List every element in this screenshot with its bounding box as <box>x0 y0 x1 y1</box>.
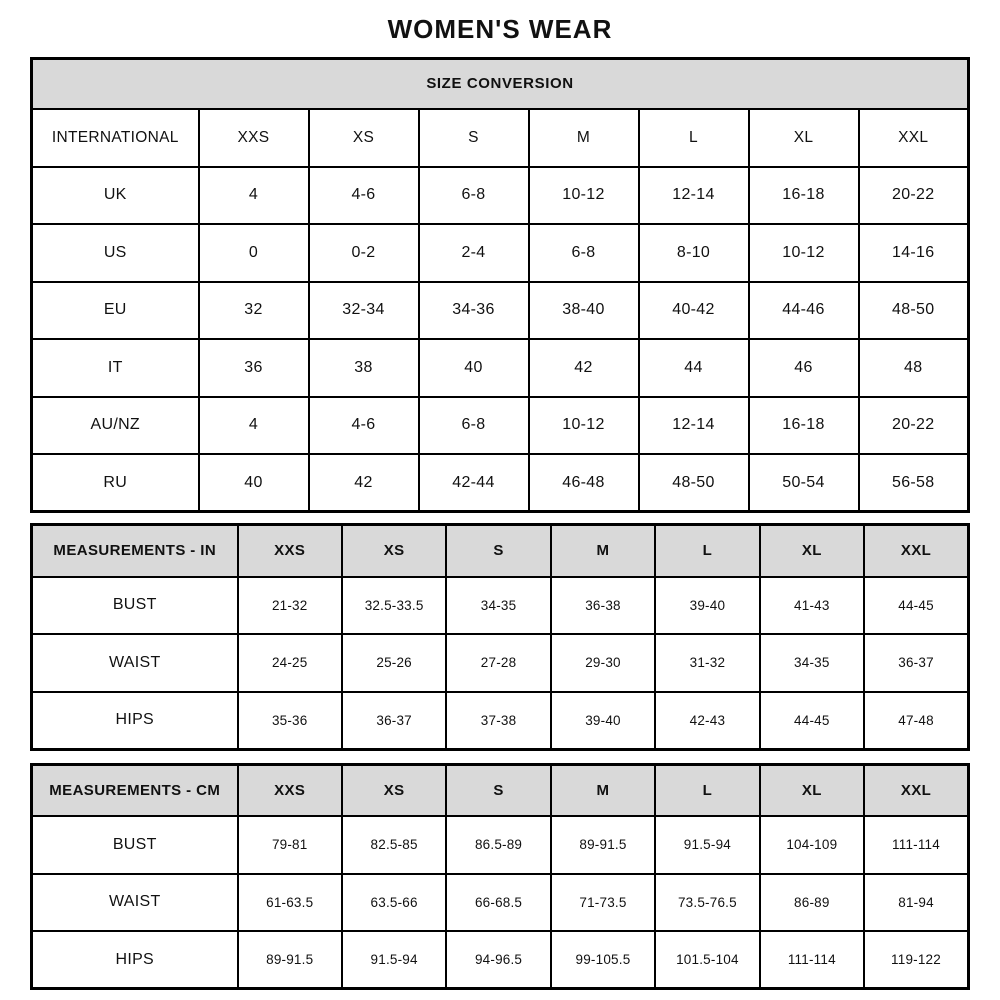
row-label: EU <box>32 282 199 340</box>
table-cell: 32 <box>199 282 309 340</box>
table-row <box>32 764 969 816</box>
column-header-l: L <box>639 109 749 167</box>
table-cell: 44-45 <box>864 577 968 635</box>
table-cell: 36-37 <box>342 692 446 750</box>
measurements-in-table <box>30 523 970 751</box>
table-cell: 6-8 <box>419 167 529 225</box>
column-header-xs: XS <box>342 764 446 816</box>
table-cell: 39-40 <box>655 577 759 635</box>
row-label: WAIST <box>32 634 238 692</box>
table-cell: 89-91.5 <box>551 816 655 874</box>
table-cell: 119-122 <box>864 931 968 989</box>
table-row-eu <box>32 282 969 340</box>
table-cell: 2-4 <box>419 224 529 282</box>
table-cell: 36 <box>199 339 309 397</box>
header-measurements-in: MEASUREMENTS - IN <box>32 525 238 577</box>
table-row-hips-in <box>32 692 969 750</box>
table-row <box>32 525 969 577</box>
table-cell: 40-42 <box>639 282 749 340</box>
row-label: BUST <box>32 816 238 874</box>
table-cell: 35-36 <box>238 692 342 750</box>
header-measurements-cm: MEASUREMENTS - CM <box>32 764 238 816</box>
table-cell: 66-68.5 <box>446 874 550 932</box>
table-row-waist-cm <box>32 874 969 932</box>
column-header-m: M <box>529 109 639 167</box>
table-cell: 31-32 <box>655 634 759 692</box>
table-cell: 10-12 <box>529 167 639 225</box>
row-label: HIPS <box>32 931 238 989</box>
column-header-xl: XL <box>760 764 864 816</box>
table-cell: 12-14 <box>639 167 749 225</box>
table-row-it <box>32 339 969 397</box>
table-cell: 38 <box>309 339 419 397</box>
table-cell: 0 <box>199 224 309 282</box>
table-row <box>32 109 969 167</box>
table-cell: 47-48 <box>864 692 968 750</box>
table-row-bust-cm <box>32 816 969 874</box>
column-header-m: M <box>551 525 655 577</box>
table-cell: 42-44 <box>419 454 529 512</box>
table-row-waist-in <box>32 634 969 692</box>
table-cell: 41-43 <box>760 577 864 635</box>
table-title-size-conversion: SIZE CONVERSION <box>32 59 969 109</box>
table-cell: 63.5-66 <box>342 874 446 932</box>
column-header-m: M <box>551 764 655 816</box>
table-cell: 111-114 <box>760 931 864 989</box>
table-row-hips-cm <box>32 931 969 989</box>
table-cell: 34-36 <box>419 282 529 340</box>
table-cell: 39-40 <box>551 692 655 750</box>
table-cell: 94-96.5 <box>446 931 550 989</box>
column-header-xxl: XXL <box>859 109 969 167</box>
table-row-aunz <box>32 397 969 455</box>
column-header-xxs: XXS <box>238 525 342 577</box>
table-cell: 4 <box>199 167 309 225</box>
table-cell: 25-26 <box>342 634 446 692</box>
table-cell: 20-22 <box>859 167 969 225</box>
table-cell: 48-50 <box>859 282 969 340</box>
table-cell: 29-30 <box>551 634 655 692</box>
table-cell: 89-91.5 <box>238 931 342 989</box>
table-cell: 34-35 <box>760 634 864 692</box>
table-cell: 101.5-104 <box>655 931 759 989</box>
table-cell: 10-12 <box>749 224 859 282</box>
table-cell: 16-18 <box>749 397 859 455</box>
table-cell: 111-114 <box>864 816 968 874</box>
table-cell: 6-8 <box>419 397 529 455</box>
table-cell: 20-22 <box>859 397 969 455</box>
table-cell: 0-2 <box>309 224 419 282</box>
table-cell: 37-38 <box>446 692 550 750</box>
table-cell: 14-16 <box>859 224 969 282</box>
row-label: US <box>32 224 199 282</box>
row-label: WAIST <box>32 874 238 932</box>
table-cell: 12-14 <box>639 397 749 455</box>
table-cell: 81-94 <box>864 874 968 932</box>
column-header-l: L <box>655 764 759 816</box>
table-cell: 36-37 <box>864 634 968 692</box>
size-conversion-table <box>30 57 970 513</box>
table-cell: 79-81 <box>238 816 342 874</box>
table-cell: 24-25 <box>238 634 342 692</box>
table-cell: 32-34 <box>309 282 419 340</box>
row-label: UK <box>32 167 199 225</box>
table-cell: 46 <box>749 339 859 397</box>
measurements-cm-table <box>30 763 970 991</box>
column-header-l: L <box>655 525 759 577</box>
column-header-xl: XL <box>760 525 864 577</box>
table-cell: 48-50 <box>639 454 749 512</box>
column-header-s: S <box>419 109 529 167</box>
column-header-xxl: XXL <box>864 764 968 816</box>
table-cell: 10-12 <box>529 397 639 455</box>
table-cell: 56-58 <box>859 454 969 512</box>
table-cell: 8-10 <box>639 224 749 282</box>
table-cell: 40 <box>419 339 529 397</box>
table-row-bust-in <box>32 577 969 635</box>
table-cell: 61-63.5 <box>238 874 342 932</box>
table-cell: 16-18 <box>749 167 859 225</box>
row-label: AU/NZ <box>32 397 199 455</box>
column-header-s: S <box>446 764 550 816</box>
table-cell: 42-43 <box>655 692 759 750</box>
table-cell: 21-32 <box>238 577 342 635</box>
table-cell: 40 <box>199 454 309 512</box>
table-row <box>32 59 969 109</box>
table-cell: 6-8 <box>529 224 639 282</box>
table-cell: 86.5-89 <box>446 816 550 874</box>
column-header-xxs: XXS <box>238 764 342 816</box>
row-label: HIPS <box>32 692 238 750</box>
table-cell: 91.5-94 <box>342 931 446 989</box>
table-cell: 73.5-76.5 <box>655 874 759 932</box>
table-cell: 32.5-33.5 <box>342 577 446 635</box>
page-title: WOMEN'S WEAR <box>387 14 613 44</box>
table-cell: 99-105.5 <box>551 931 655 989</box>
table-cell: 46-48 <box>529 454 639 512</box>
table-cell: 71-73.5 <box>551 874 655 932</box>
table-cell: 4 <box>199 397 309 455</box>
row-label: IT <box>32 339 199 397</box>
table-cell: 34-35 <box>446 577 550 635</box>
table-cell: 104-109 <box>760 816 864 874</box>
column-header-xxl: XXL <box>864 525 968 577</box>
table-cell: 82.5-85 <box>342 816 446 874</box>
table-row-ru <box>32 454 969 512</box>
table-cell: 42 <box>529 339 639 397</box>
table-cell: 4-6 <box>309 167 419 225</box>
table-cell: 44-46 <box>749 282 859 340</box>
table-cell: 44 <box>639 339 749 397</box>
table-cell: 44-45 <box>760 692 864 750</box>
table-cell: 27-28 <box>446 634 550 692</box>
column-header-xxs: XXS <box>199 109 309 167</box>
column-header-xl: XL <box>749 109 859 167</box>
table-row-us <box>32 224 969 282</box>
column-header-xs: XS <box>309 109 419 167</box>
table-cell: 36-38 <box>551 577 655 635</box>
table-cell: 38-40 <box>529 282 639 340</box>
table-cell: 86-89 <box>760 874 864 932</box>
table-cell: 48 <box>859 339 969 397</box>
row-label: RU <box>32 454 199 512</box>
table-row-uk <box>32 167 969 225</box>
table-cell: 4-6 <box>309 397 419 455</box>
table-cell: 42 <box>309 454 419 512</box>
column-header-international: INTERNATIONAL <box>32 109 199 167</box>
column-header-xs: XS <box>342 525 446 577</box>
table-cell: 50-54 <box>749 454 859 512</box>
column-header-s: S <box>446 525 550 577</box>
row-label: BUST <box>32 577 238 635</box>
table-cell: 91.5-94 <box>655 816 759 874</box>
